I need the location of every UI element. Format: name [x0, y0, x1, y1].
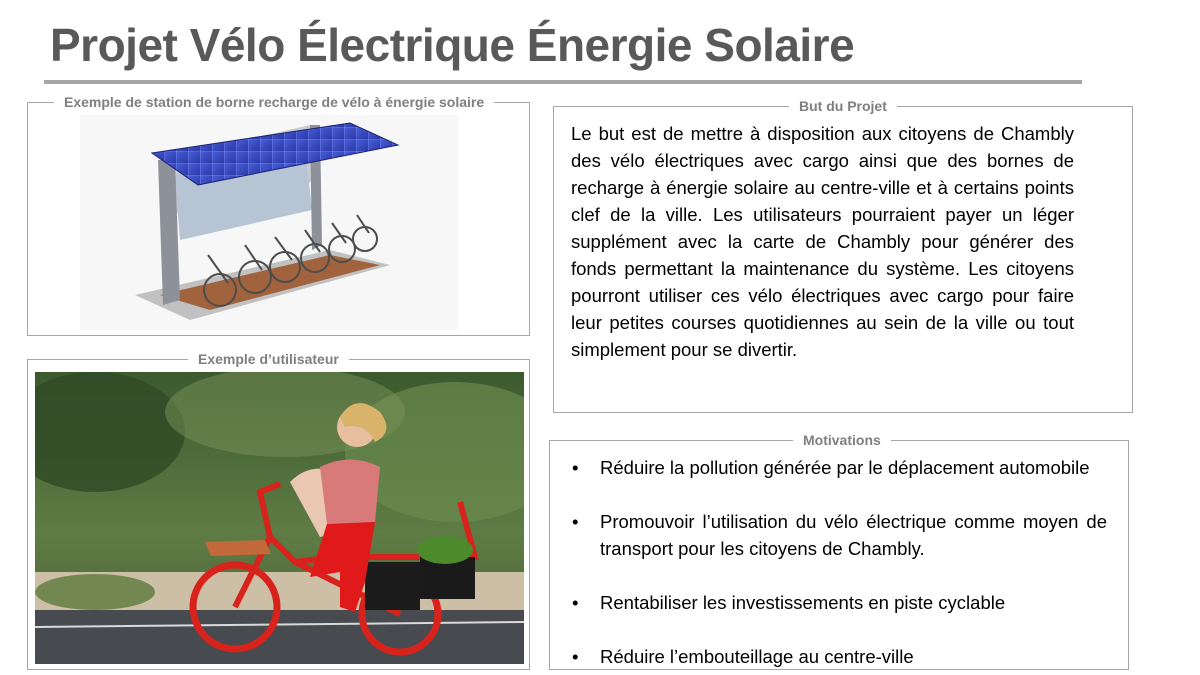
bullet-dot: • — [572, 592, 579, 613]
title-underline — [44, 80, 1082, 84]
bullet-dot: • — [572, 457, 579, 478]
motivation-text: Réduire la pollution générée par le déplacement automobile — [600, 457, 1090, 478]
user-example-label: Exemple d’utilisateur — [188, 351, 349, 367]
project-goal-text: Le but est de mettre à disposition aux citoyens de Chambly des vélo électriques avec cargo ainsi que des bornes de recharge à énergie solaire au centre-ville et à certains points clef de la ville. Les utilisateurs pourraient payer un léger supplément avec la carte de Chambly pour générer des fonds permettant la maintenance du système. Les citoyens pourront utiliser ces vélo électriques avec cargo pour faire leur petites courses quotidiennes au sein de la ville ou tout simplement pour se divertir. — [571, 123, 1074, 360]
cargo-bike-rider-photo — [35, 372, 524, 664]
project-goal-label: But du Projet — [789, 98, 897, 114]
motivations-label: Motivations — [793, 432, 891, 448]
solar-charging-station-image — [80, 115, 458, 330]
motivation-text: Rentabiliser les investissements en piste cyclable — [600, 592, 1006, 613]
motivation-item — [572, 508, 1107, 562]
motivation-item — [572, 589, 1107, 616]
motivation-item — [572, 643, 1107, 670]
motivations-list — [572, 454, 1107, 670]
motivation-item — [572, 454, 1107, 481]
motivation-text: Réduire l’embouteillage au centre-ville — [600, 646, 914, 667]
bullet-dot: • — [572, 646, 579, 667]
bullet-dot: • — [572, 511, 579, 532]
page-title: Projet Vélo Électrique Énergie Solaire — [50, 19, 855, 71]
motivation-text: Promouvoir l’utilisation du vélo électrique comme moyen de transport pour les citoyens de Chambly. — [600, 511, 1107, 559]
station-example-label: Exemple de station de borne recharge de vélo à énergie solaire — [54, 94, 494, 110]
